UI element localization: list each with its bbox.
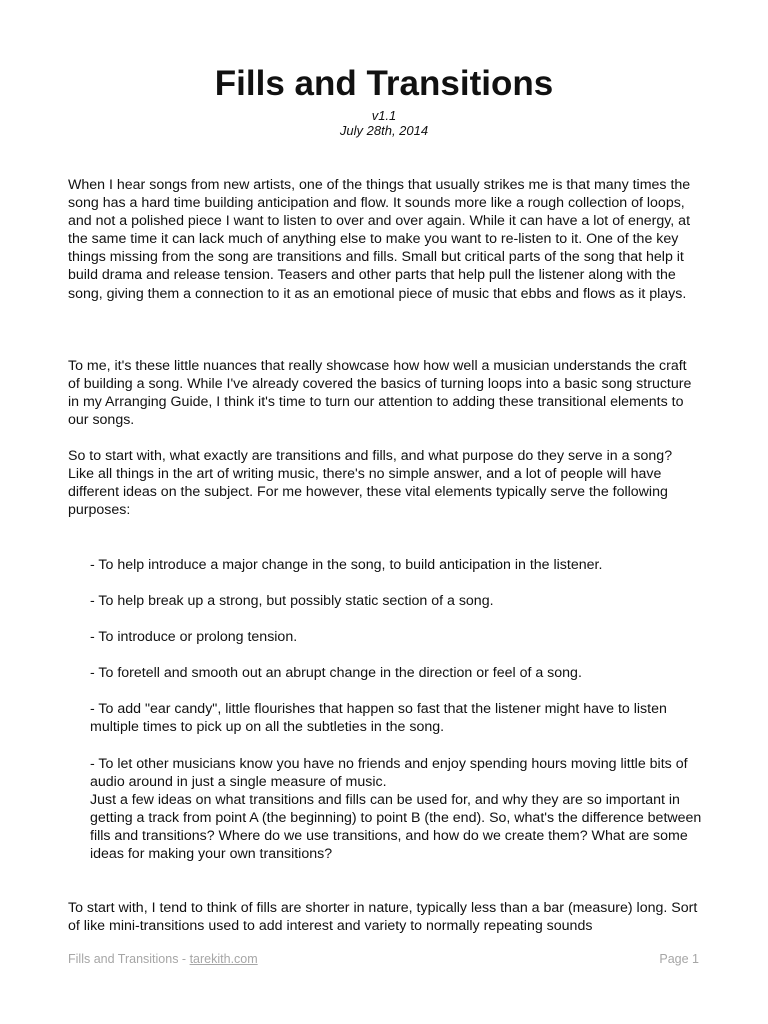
nuances-paragraph: To me, it's these little nuances that really showcase how how well a musician understands the craft of building a song. While I've already covered the basics of turning loops into a basic song structure in my Arranging Guide, I think it's time to turn our attention to adding these transitional elements to our songs. (68, 358, 692, 429)
purpose-item: - To introduce or prolong tension. (90, 629, 298, 645)
purposes-intro-paragraph: Like all things in the art of writing music, there's no simple answer, and a lot of people will have different ideas on the subject. For me however, these vital elements typically serve the following purposes: (68, 466, 668, 519)
purpose-item: - To help break up a strong, but possibly static section of a song. (90, 593, 494, 609)
document-date: July 28th, 2014 (339, 123, 429, 138)
document-title: Fills and Transitions (214, 64, 554, 103)
document-version: v1.1 (371, 108, 397, 123)
footer-site-link[interactable]: tarekith.com (189, 952, 258, 966)
purpose-item: - To add "ear candy", little flourishes that happen so fast that the listener might have to listen multiple times to pick up on all the subtleties in the song. (90, 701, 667, 736)
purpose-item: - To help introduce a major change in the song, to build anticipation in the listener. (90, 557, 603, 573)
footer-left (68, 951, 258, 967)
question-paragraph: So to start with, what exactly are transitions and fills, and what purpose do they serve in a song? (68, 448, 673, 464)
purpose-item: - To let other musicians know you have no friends and enjoy spending hours moving little bits of audio around in just a single measure of music. (90, 756, 688, 791)
fills-paragraph: To start with, I tend to think of fills are shorter in nature, typically less than a bar (measure) long. Sort of like mini-transitions used to add interest and variety to normally repeating sounds (68, 900, 698, 935)
intro-paragraph: When I hear songs from new artists, one of the things that usually strikes me is that many times the song has a hard time building anticipation and flow. It sounds more like a rough collection of loops, and not a polished piece I want to listen to over and over again. While it can have a lot of energy, at the same time it can lack much of anything else to make you want to re-listen to it. One of the key things missing from the song are transitions and fills. Small but critical parts of the song that help it build drama and release tension. Teasers and other parts that help pull the listener along with the song, giving them a connection to it as an emotional piece of music that ebbs and flows as it plays. (68, 177, 691, 302)
purpose-item-last (90, 755, 702, 864)
list-followup-paragraph: Just a few ideas on what transitions and fills can be used for, and why they are so important in getting a track from point A (the beginning) to point B (the end). So, what's the difference between fills and transitions? Where do we use transitions, and how do we create them? What are some ideas for making your own transitions? (90, 792, 702, 863)
footer-doc-title: Fills and Transitions - (68, 952, 190, 966)
footer-page-number: Page 1 (659, 952, 699, 966)
purpose-item: - To foretell and smooth out an abrupt change in the direction or feel of a song. (90, 665, 582, 681)
question-block (68, 447, 702, 519)
